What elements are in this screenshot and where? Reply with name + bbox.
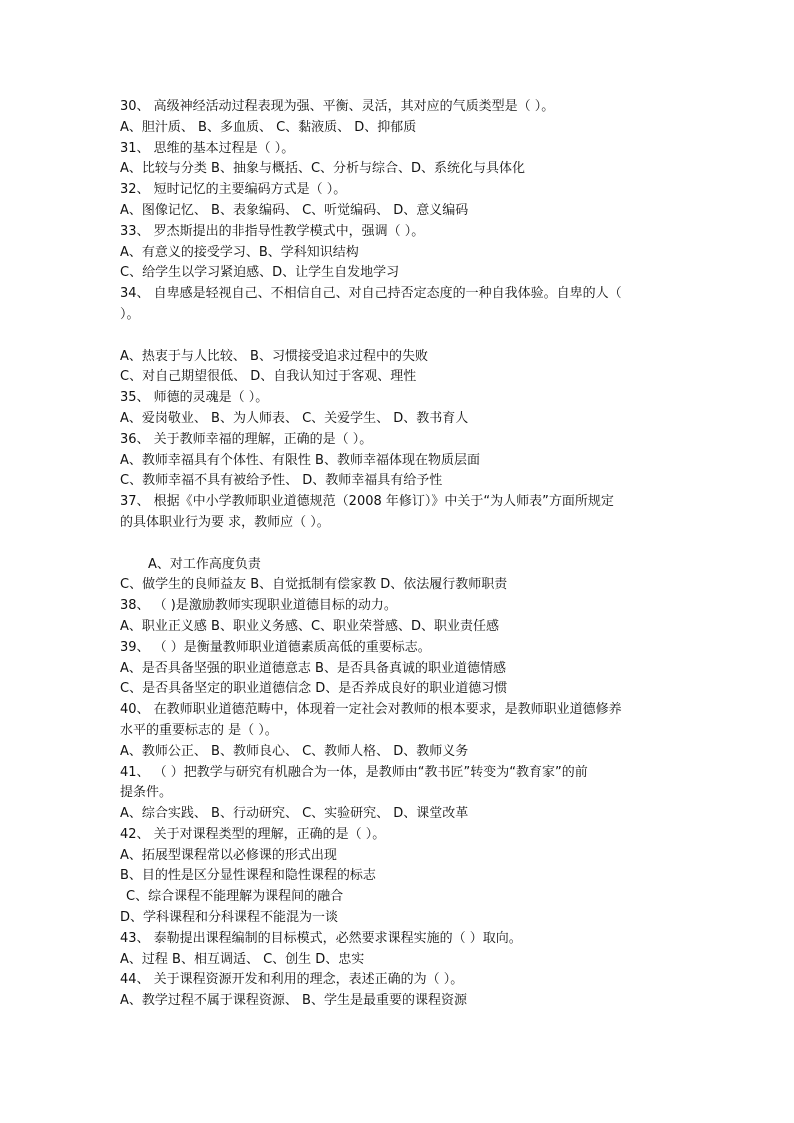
question-43-options: A、过程 B、相互调适、 C、创生 D、忠实 bbox=[120, 951, 365, 967]
question-31-options: A、比较与分类 B、抽象与概括、C、分析与综合、D、系统化与具体化 bbox=[120, 161, 526, 177]
question-41-options: A、综合实践、 B、行动研究、 C、实验研究、 D、课堂改革 bbox=[120, 806, 469, 822]
question-37: 37、 根据《中小学教师职业道德规范（2008 年修订）》中关于“为人师表”方面所规定 bbox=[120, 494, 614, 510]
question-42-option-c: C、综合课程不能理解为课程间的融合 bbox=[126, 889, 344, 905]
question-36-options-cd: C、教师幸福不具有被给予性、 D、教师幸福具有给予性 bbox=[120, 473, 443, 489]
question-34-cont: ）。 bbox=[120, 306, 140, 322]
question-35-options: A、爱岗敬业、 B、为人师表、 C、关爱学生、 D、教书育人 bbox=[120, 410, 469, 426]
question-40: 40、 在教师职业道德范畴中，体现着一定社会对教师的根本要求，是教师职业道德修养 bbox=[120, 702, 622, 718]
question-31: 31、 思维的基本过程是（ ）。 bbox=[120, 140, 295, 156]
question-33-options-ab: A、有意义的接受学习、B、学科知识结构 bbox=[120, 244, 359, 260]
spacer bbox=[120, 534, 680, 555]
question-32: 32、 短时记忆的主要编码方式是（ ）。 bbox=[120, 182, 347, 198]
spacer bbox=[120, 326, 680, 347]
question-32-options: A、图像记忆、 B、表象编码、 C、听觉编码、 D、意义编码 bbox=[120, 202, 469, 218]
question-39: 39、 （ ）是衡量教师职业道德素质高低的重要标志。 bbox=[120, 639, 431, 655]
question-41-cont: 提条件。 bbox=[120, 785, 173, 801]
question-39-options-cd: C、是否具备坚定的职业道德信念 D、是否养成良好的职业道德习惯 bbox=[120, 681, 508, 697]
question-list bbox=[120, 97, 680, 1012]
question-42-option-b: B、目的性是区分显性课程和隐性课程的标志 bbox=[120, 868, 376, 884]
question-30: 30、 高级神经活动过程表现为强、平衡、灵活，其对应的气质类型是（ ）。 bbox=[120, 99, 555, 114]
question-36: 36、 关于教师幸福的理解，正确的是（ ）。 bbox=[120, 431, 373, 447]
question-41: 41、 （ ）把教学与研究有机融合为一体，是教师由“教书匠”转变为“教育家”的前 bbox=[120, 764, 588, 780]
question-34-options-ab: A、热衷于与人比较、 B、习惯接受追求过程中的失败 bbox=[120, 348, 428, 364]
question-42: 42、 关于对课程类型的理解，正确的是（ ）。 bbox=[120, 826, 386, 842]
question-40-cont: 水平的重要标志的 是（ ）。 bbox=[120, 722, 278, 738]
question-33: 33、 罗杰斯提出的非指导性教学模式中，强调（ ）。 bbox=[120, 223, 425, 239]
question-37-options-bcd: C、做学生的良师益友 B、自觉抵制有偿家教 D、依法履行教师职责 bbox=[120, 577, 508, 593]
question-40-options: A、教师公正、 B、教师良心、 C、教师人格、 D、教师义务 bbox=[120, 743, 469, 759]
question-38-options: A、职业正义感 B、职业义务感、C、职业荣誉感、D、职业责任感 bbox=[120, 618, 500, 634]
question-38: 38、 （ )是激励教师实现职业道德目标的动力。 bbox=[120, 598, 397, 614]
question-35: 35、 师德的灵魂是（ ）。 bbox=[120, 390, 269, 406]
question-43: 43、 泰勒提出课程编制的目标模式，必然要求课程实施的（ ）取向。 bbox=[120, 930, 522, 946]
question-39-options-ab: A、是否具备坚强的职业道德意志 B、是否具备真诚的职业道德情感 bbox=[120, 660, 506, 676]
question-44-options-ab: A、教学过程不属于课程资源、 B、学生是最重要的课程资源 bbox=[120, 993, 467, 1009]
question-34: 34、 自卑感是轻视自己、不相信自己、对自己持否定态度的一种自我体验。自卑的人（ bbox=[120, 286, 622, 302]
question-42-option-d: D、学科课程和分科课程不能混为一谈 bbox=[120, 910, 339, 926]
question-42-option-a: A、拓展型课程常以必修课的形式出现 bbox=[120, 847, 337, 863]
question-44: 44、 关于课程资源开发和利用的理念，表述正确的为（ ）。 bbox=[120, 972, 464, 988]
question-37-option-a: A、对工作高度负责 bbox=[148, 556, 261, 572]
question-34-options-cd: C、对自己期望很低、 D、自我认知过于客观、理性 bbox=[120, 369, 417, 385]
question-30-options: A、胆汁质、 B、多血质、 C、黏液质、 D、抑郁质 bbox=[120, 119, 417, 135]
question-33-options-cd: C、给学生以学习紧迫感、D、让学生自发地学习 bbox=[120, 265, 400, 281]
question-37-cont: 的具体职业行为要 求，教师应（ ）。 bbox=[120, 514, 330, 530]
question-36-options-ab: A、教师幸福具有个体性、有限性 B、教师幸福体现在物质层面 bbox=[120, 452, 480, 468]
